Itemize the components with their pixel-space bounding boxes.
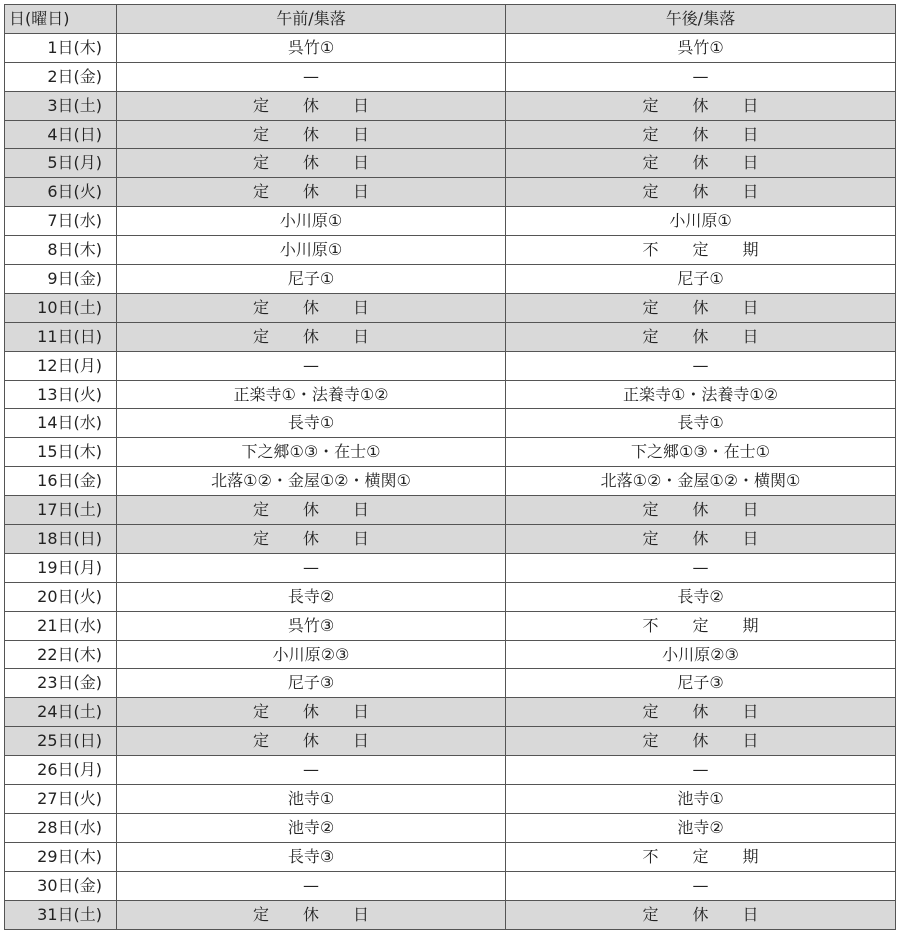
day-cell: 23日(金) — [5, 669, 117, 698]
afternoon-text: 定休日 — [642, 904, 793, 924]
afternoon-cell — [506, 207, 896, 236]
header-day: 日(曜日) — [5, 5, 117, 34]
day-cell: 19日(月) — [5, 553, 117, 582]
afternoon-cell — [506, 265, 896, 294]
afternoon-text: 池寺② — [677, 817, 724, 837]
afternoon-text: 呉竹① — [677, 37, 724, 57]
afternoon-cell — [506, 33, 896, 62]
morning-cell — [117, 380, 506, 409]
afternoon-text: 定休日 — [642, 702, 793, 722]
day-cell: 22日(木) — [5, 640, 117, 669]
morning-cell — [117, 553, 506, 582]
afternoon-text: 定休日 — [642, 528, 793, 548]
afternoon-cell — [506, 236, 896, 265]
table-row — [5, 582, 896, 611]
day-cell: 11日(日) — [5, 322, 117, 351]
afternoon-cell — [506, 409, 896, 438]
day-cell: 24日(土) — [5, 698, 117, 727]
table-row — [5, 842, 896, 871]
table-row — [5, 871, 896, 900]
day-cell: 2日(金) — [5, 62, 117, 91]
morning-text: 尼子③ — [287, 673, 335, 693]
morning-cell — [117, 756, 506, 785]
table-row — [5, 265, 896, 294]
table-row — [5, 467, 896, 496]
day-cell: 1日(木) — [5, 33, 117, 62]
morning-text: 定休日 — [252, 124, 403, 144]
afternoon-text: — — [692, 760, 709, 780]
morning-text: — — [303, 557, 319, 577]
day-cell: 6日(火) — [5, 178, 117, 207]
table-row — [5, 640, 896, 669]
morning-cell — [117, 467, 506, 496]
morning-cell — [117, 582, 506, 611]
schedule-body — [5, 33, 896, 929]
table-row — [5, 380, 896, 409]
afternoon-text: 定休日 — [642, 124, 793, 144]
afternoon-cell — [506, 149, 896, 178]
day-cell: 4日(日) — [5, 120, 117, 149]
morning-cell — [117, 293, 506, 322]
day-cell: 25日(日) — [5, 727, 117, 756]
morning-cell — [117, 842, 506, 871]
header-morning: 午前/集落 — [117, 5, 506, 34]
morning-text: — — [303, 355, 319, 375]
day-cell: 5日(月) — [5, 149, 117, 178]
morning-text: 定休日 — [252, 500, 403, 520]
morning-text: 長寺② — [287, 586, 335, 606]
afternoon-cell — [506, 727, 896, 756]
afternoon-cell — [506, 669, 896, 698]
afternoon-text: 定休日 — [642, 182, 793, 202]
afternoon-text: 小川原②③ — [662, 644, 739, 664]
afternoon-cell — [506, 582, 896, 611]
afternoon-cell — [506, 322, 896, 351]
afternoon-text: 定休日 — [642, 153, 793, 173]
table-row — [5, 785, 896, 814]
table-row — [5, 496, 896, 525]
morning-cell — [117, 611, 506, 640]
afternoon-text: 尼子③ — [677, 673, 724, 693]
afternoon-text: 尼子① — [677, 268, 724, 288]
morning-cell — [117, 351, 506, 380]
morning-text: 尼子① — [287, 268, 335, 288]
day-cell: 3日(土) — [5, 91, 117, 120]
morning-text: 定休日 — [252, 326, 403, 346]
morning-text: 定休日 — [252, 297, 403, 317]
day-cell: 15日(木) — [5, 438, 117, 467]
afternoon-text: 不定期 — [642, 615, 793, 635]
afternoon-cell — [506, 756, 896, 785]
afternoon-text: 不定期 — [642, 240, 793, 260]
afternoon-text: 下之郷①③・在士① — [630, 442, 771, 462]
table-row — [5, 149, 896, 178]
afternoon-cell — [506, 351, 896, 380]
morning-cell — [117, 813, 506, 842]
afternoon-cell — [506, 698, 896, 727]
morning-text: 呉竹① — [287, 37, 335, 57]
day-cell: 31日(土) — [5, 900, 117, 929]
morning-text: 長寺① — [287, 413, 335, 433]
afternoon-text: 不定期 — [642, 846, 793, 866]
afternoon-cell — [506, 293, 896, 322]
day-cell: 30日(金) — [5, 871, 117, 900]
afternoon-text: 正楽寺①・法養寺①② — [622, 384, 779, 404]
morning-cell — [117, 438, 506, 467]
morning-cell — [117, 640, 506, 669]
morning-cell — [117, 62, 506, 91]
morning-cell — [117, 900, 506, 929]
afternoon-cell — [506, 380, 896, 409]
morning-text: 定休日 — [252, 528, 403, 548]
afternoon-text: 長寺① — [677, 413, 724, 433]
morning-text: 長寺③ — [287, 846, 335, 866]
morning-text: 定休日 — [252, 95, 403, 115]
afternoon-text: 定休日 — [642, 297, 793, 317]
morning-text: 定休日 — [252, 153, 403, 173]
day-cell: 13日(火) — [5, 380, 117, 409]
day-cell: 7日(水) — [5, 207, 117, 236]
morning-text: 定休日 — [252, 731, 403, 751]
afternoon-cell — [506, 438, 896, 467]
morning-cell — [117, 409, 506, 438]
morning-text: 定休日 — [252, 904, 403, 924]
table-row — [5, 409, 896, 438]
afternoon-text: — — [692, 355, 709, 375]
table-row — [5, 207, 896, 236]
header-afternoon: 午後/集落 — [506, 5, 896, 34]
morning-cell — [117, 265, 506, 294]
table-row — [5, 756, 896, 785]
table-row — [5, 91, 896, 120]
afternoon-cell — [506, 496, 896, 525]
morning-text: 定休日 — [252, 182, 403, 202]
morning-text: 北落①②・金屋①②・横関① — [211, 471, 411, 491]
morning-cell — [117, 149, 506, 178]
table-row — [5, 727, 896, 756]
afternoon-cell — [506, 813, 896, 842]
afternoon-cell — [506, 900, 896, 929]
morning-cell — [117, 207, 506, 236]
table-row — [5, 120, 896, 149]
morning-cell — [117, 871, 506, 900]
morning-text: 小川原① — [279, 211, 343, 231]
afternoon-cell — [506, 553, 896, 582]
table-row — [5, 553, 896, 582]
afternoon-cell — [506, 120, 896, 149]
morning-cell — [117, 525, 506, 554]
afternoon-cell — [506, 467, 896, 496]
afternoon-text: — — [692, 875, 709, 895]
afternoon-text: 北落①②・金屋①②・横関① — [600, 471, 801, 491]
afternoon-text: 小川原① — [669, 211, 732, 231]
morning-text: 呉竹③ — [287, 615, 335, 635]
morning-cell — [117, 727, 506, 756]
table-row — [5, 62, 896, 91]
morning-cell — [117, 120, 506, 149]
morning-cell — [117, 496, 506, 525]
morning-text: 池寺① — [287, 788, 335, 808]
morning-text: — — [303, 875, 319, 895]
morning-cell — [117, 91, 506, 120]
afternoon-text: — — [692, 557, 709, 577]
table-row — [5, 698, 896, 727]
table-row — [5, 236, 896, 265]
day-cell: 20日(火) — [5, 582, 117, 611]
morning-cell — [117, 236, 506, 265]
day-cell: 29日(木) — [5, 842, 117, 871]
morning-cell — [117, 322, 506, 351]
morning-text: 池寺② — [287, 817, 335, 837]
table-row — [5, 669, 896, 698]
table-row — [5, 293, 896, 322]
morning-text: 定休日 — [252, 702, 403, 722]
afternoon-cell — [506, 871, 896, 900]
afternoon-cell — [506, 91, 896, 120]
morning-text: 下之郷①③・在士① — [241, 442, 381, 462]
day-cell: 8日(木) — [5, 236, 117, 265]
morning-cell — [117, 785, 506, 814]
afternoon-text: 定休日 — [642, 731, 793, 751]
header-row — [5, 5, 896, 34]
table-row — [5, 611, 896, 640]
afternoon-cell — [506, 62, 896, 91]
day-cell: 21日(水) — [5, 611, 117, 640]
table-row — [5, 525, 896, 554]
morning-text: 小川原②③ — [272, 644, 350, 664]
day-cell: 16日(金) — [5, 467, 117, 496]
afternoon-cell — [506, 842, 896, 871]
table-row — [5, 351, 896, 380]
afternoon-cell — [506, 640, 896, 669]
day-cell: 28日(水) — [5, 813, 117, 842]
day-cell: 12日(月) — [5, 351, 117, 380]
table-row — [5, 322, 896, 351]
afternoon-cell — [506, 525, 896, 554]
morning-cell — [117, 33, 506, 62]
afternoon-text: 池寺① — [677, 788, 724, 808]
table-row — [5, 178, 896, 207]
day-cell: 9日(金) — [5, 265, 117, 294]
afternoon-cell — [506, 785, 896, 814]
afternoon-text: 定休日 — [642, 95, 793, 115]
afternoon-text: 長寺② — [677, 586, 724, 606]
morning-cell — [117, 669, 506, 698]
schedule-table — [4, 4, 896, 930]
afternoon-text: 定休日 — [642, 326, 793, 346]
day-cell: 26日(月) — [5, 756, 117, 785]
morning-cell — [117, 178, 506, 207]
table-row — [5, 813, 896, 842]
morning-cell — [117, 698, 506, 727]
day-cell: 10日(土) — [5, 293, 117, 322]
day-cell: 17日(土) — [5, 496, 117, 525]
table-row — [5, 438, 896, 467]
morning-text: 小川原① — [279, 240, 343, 260]
table-row — [5, 900, 896, 929]
afternoon-cell — [506, 611, 896, 640]
afternoon-text: — — [692, 66, 709, 86]
afternoon-text: 定休日 — [642, 500, 793, 520]
morning-text: 正楽寺①・法養寺①② — [233, 384, 389, 404]
day-cell: 18日(日) — [5, 525, 117, 554]
day-cell: 27日(火) — [5, 785, 117, 814]
table-row — [5, 33, 896, 62]
morning-text: — — [303, 760, 319, 780]
day-cell: 14日(水) — [5, 409, 117, 438]
morning-text: — — [303, 66, 319, 86]
afternoon-cell — [506, 178, 896, 207]
